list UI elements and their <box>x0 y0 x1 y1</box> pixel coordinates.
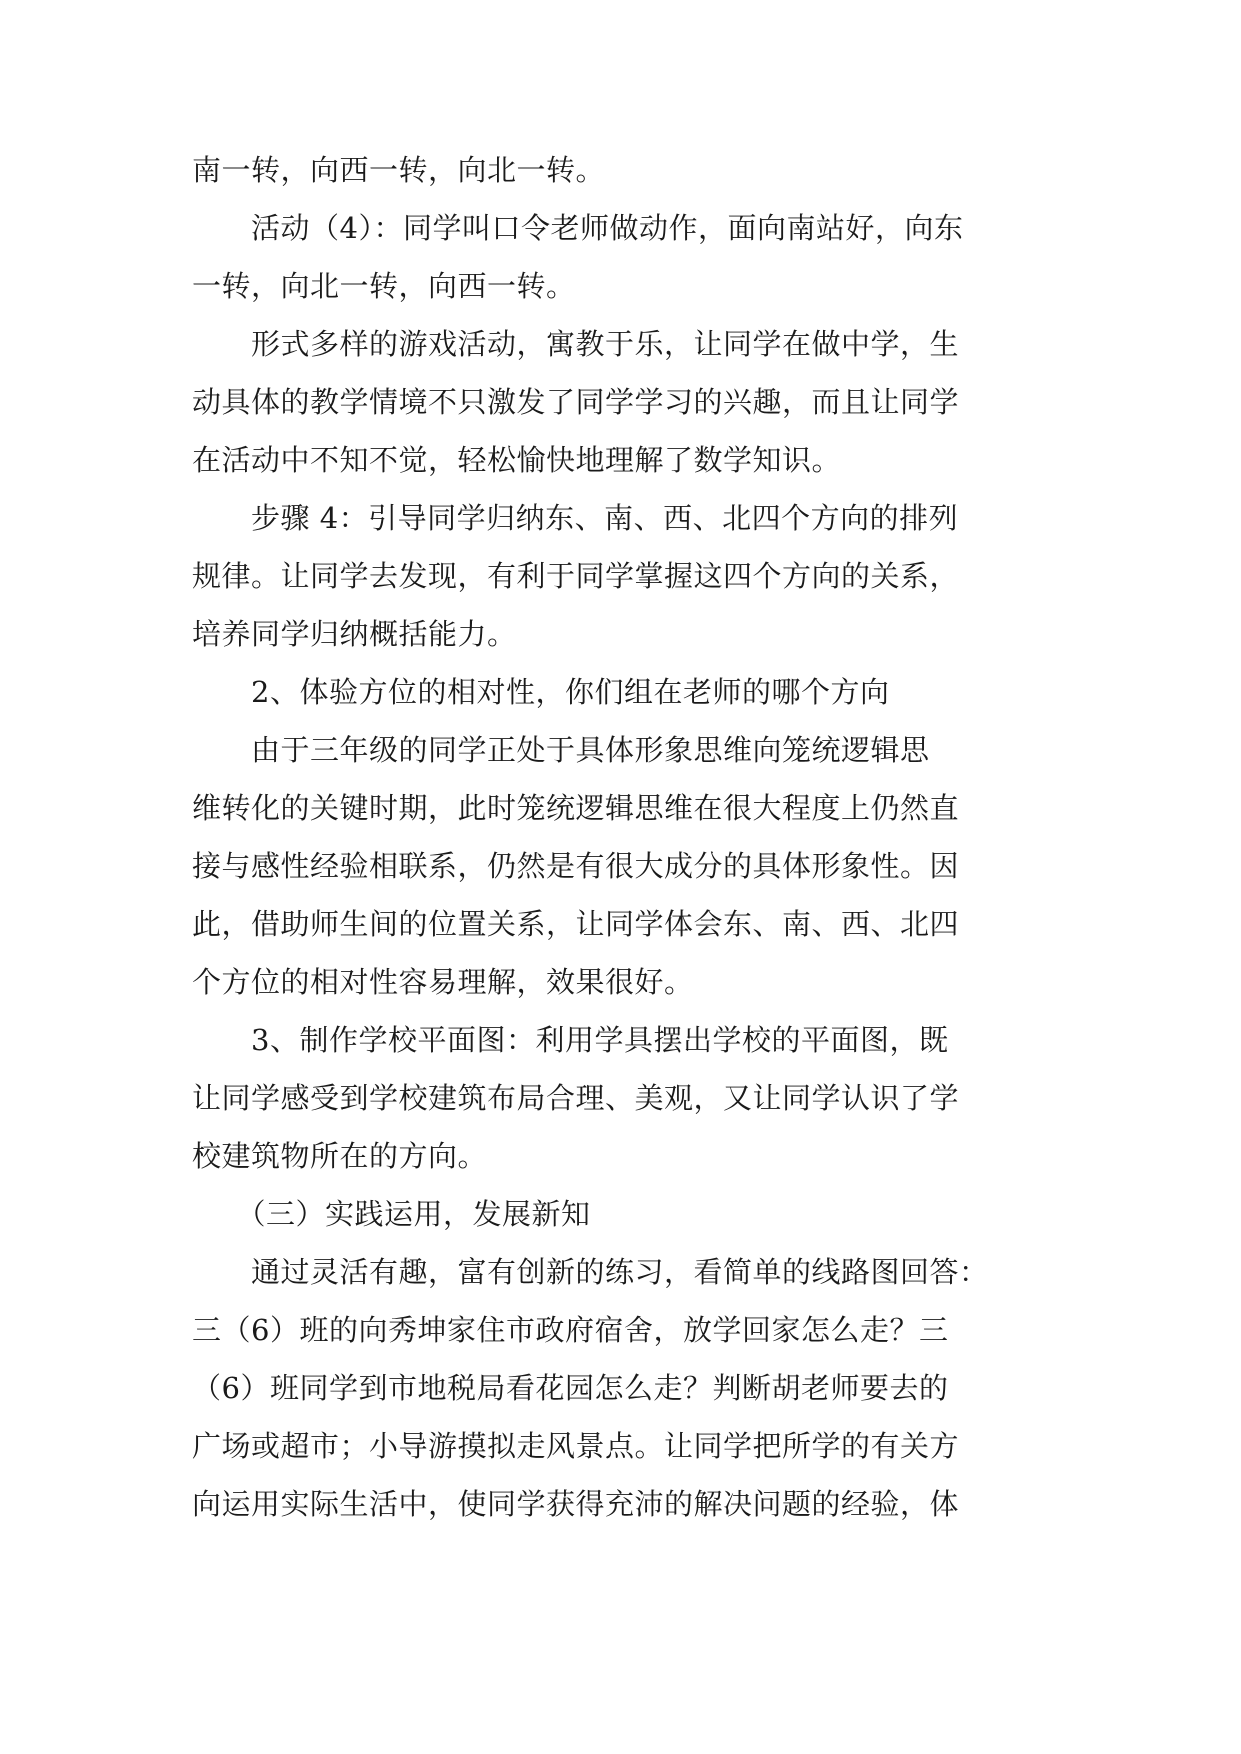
text-line: 培养同学归纳概括能力。 <box>192 617 517 651</box>
section-heading: （三）实践运用，发展新知 <box>192 1197 591 1231</box>
text-line: 2、体验方位的相对性，你们组在老师的哪个方向 <box>192 675 890 709</box>
text-line: 形式多样的游戏活动，寓教于乐，让同学在做中学，生 <box>192 327 960 361</box>
text-line: 活动（4）：同学叫口令老师做动作，面向南站好，向东 <box>192 211 964 245</box>
text-line: 通过灵活有趣，富有创新的练习，看简单的线路图回答： <box>192 1255 989 1289</box>
text-line: 3、制作学校平面图：利用学具摆出学校的平面图，既 <box>192 1023 949 1057</box>
text-line: 校建筑物所在的方向。 <box>192 1139 488 1173</box>
text-line: 南一转，向西一转，向北一转。 <box>192 153 606 187</box>
text-line: 维转化的关键时期，此时笼统逻辑思维在很大程度上仍然直 <box>192 791 960 825</box>
text-line: 步骤 4：引导同学归纳东、南、西、北四个方向的排列 <box>192 501 959 535</box>
text-line: 此，借助师生间的位置关系，让同学体会东、南、西、北四 <box>192 907 960 941</box>
text-line: 一转，向北一转，向西一转。 <box>192 269 576 303</box>
text-line: 向运用实际生活中，使同学获得充沛的解决问题的经验，体 <box>192 1487 960 1521</box>
text-line: 动具体的教学情境不只激发了同学学习的兴趣，而且让同学 <box>192 385 960 419</box>
text-line: 让同学感受到学校建筑布局合理、美观，又让同学认识了学 <box>192 1081 960 1115</box>
text-line: 由于三年级的同学正处于具体形象思维向笼统逻辑思 <box>192 733 930 767</box>
text-line: 接与感性经验相联系，仍然是有很大成分的具体形象性。因 <box>192 849 960 883</box>
text-line: 在活动中不知不觉，轻松愉快地理解了数学知识。 <box>192 443 842 477</box>
text-line: 个方位的相对性容易理解，效果很好。 <box>192 965 694 999</box>
text-line: 规律。让同学去发现，有利于同学掌握这四个方向的关系， <box>192 559 960 593</box>
text-line: 广场或超市；小导游摸拟走风景点。让同学把所学的有关方 <box>192 1429 960 1463</box>
text-line: 三（6）班的向秀坤家住市政府宿舍，放学回家怎么走？三 <box>192 1313 949 1347</box>
text-line: （6）班同学到市地税局看花园怎么走？判断胡老师要去的 <box>192 1371 949 1405</box>
